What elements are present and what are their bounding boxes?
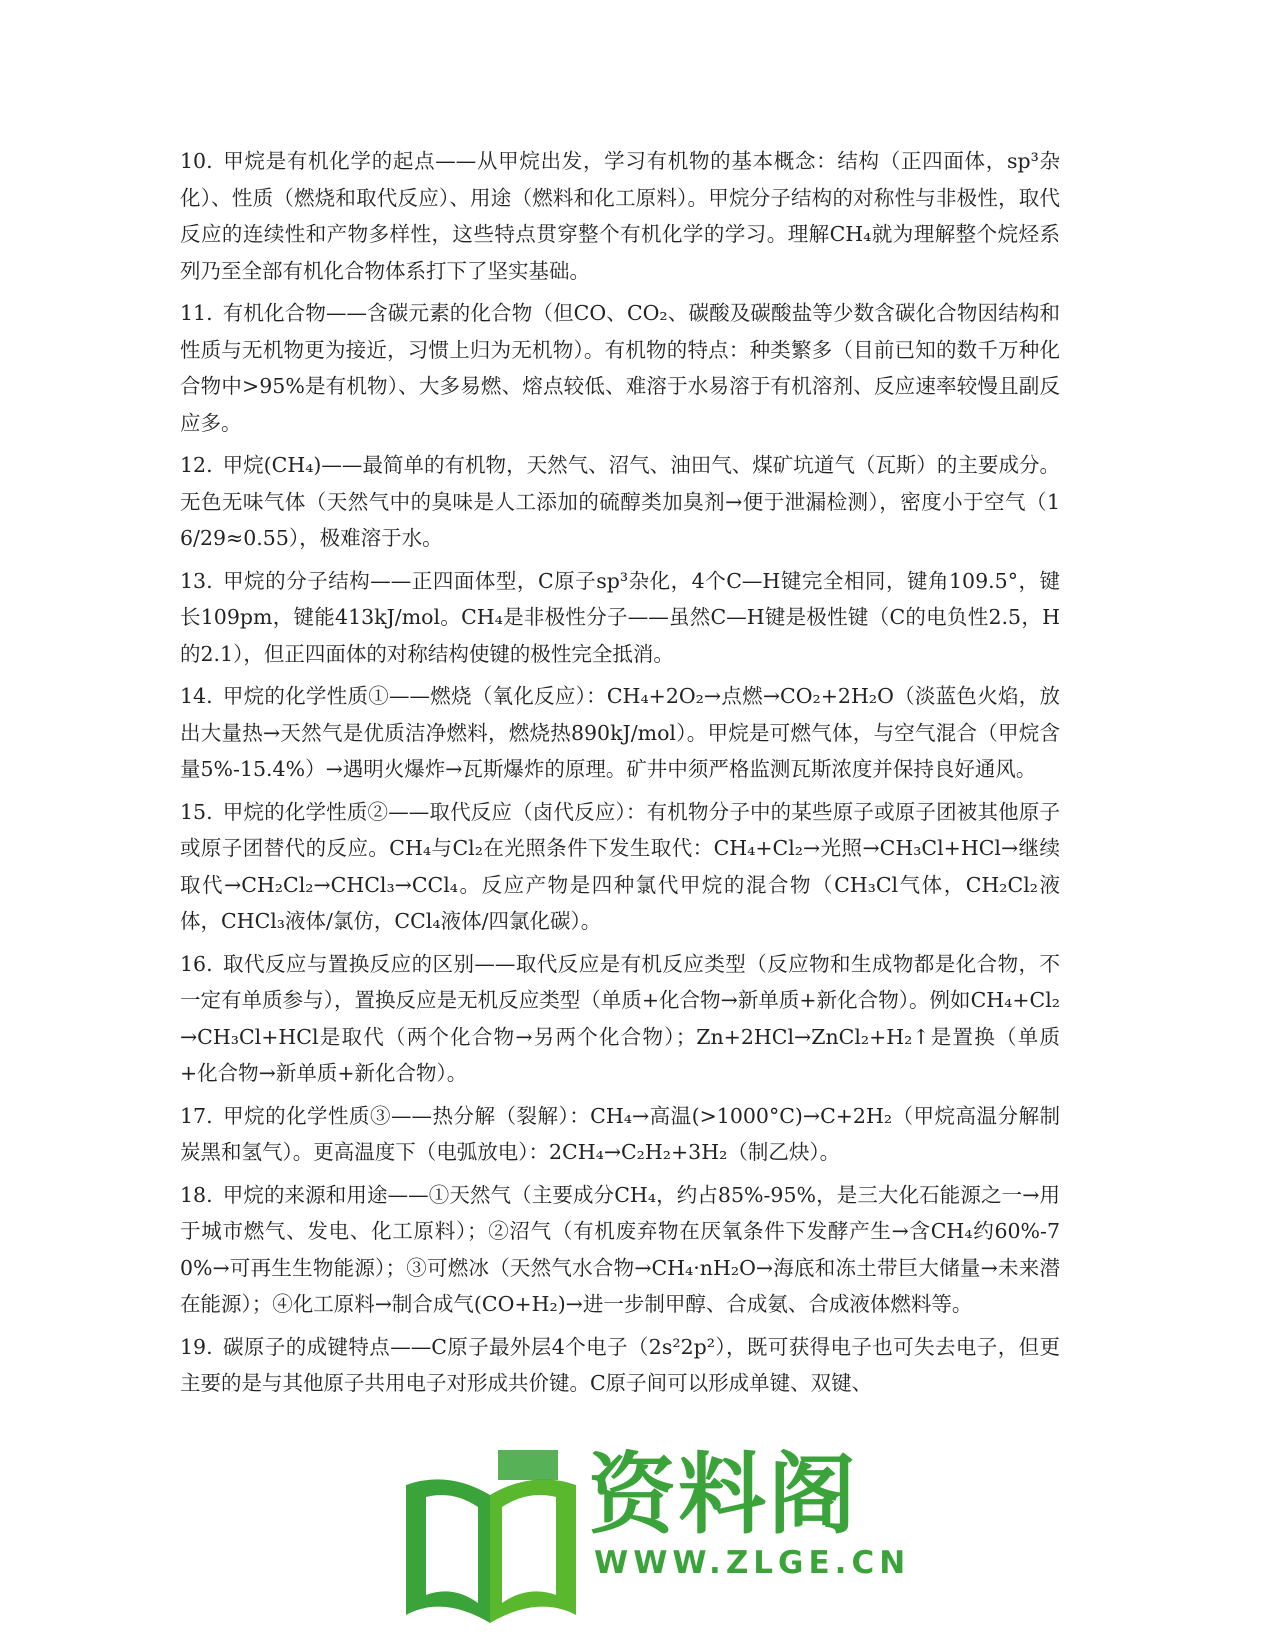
paragraph-text: 甲烷(CH₄)——最简单的有机物，天然气、沼气、油田气、煤矿坑道气（瓦斯）的主要成分。无色无味气体（天然气中的臭味是人工添加的硫醇类加臭剂→便于泄漏检测），密度小于空气（16/29≈0.55），极难溶于水。	[180, 453, 1060, 550]
watermark-url: WWW.ZLGE.CN	[594, 1545, 911, 1581]
paragraph-text: 甲烷的化学性质③——热分解（裂解）：CH₄→高温(>1000°C)→C+2H₂（甲烷高温分解制炭黑和氢气）。更高温度下（电弧放电）：2CH₄→C₂H₂+3H₂（制乙炔）。	[180, 1103, 1060, 1164]
paragraph-19	[180, 1329, 1060, 1402]
paragraph-11	[180, 295, 1060, 441]
paragraph-12	[180, 447, 1060, 557]
paragraph-18	[180, 1177, 1060, 1323]
paragraph-text: 有机化合物——含碳元素的化合物（但CO、CO₂、碳酸及碳酸盐等少数含碳化合物因结构和性质与无机物更为接近，习惯上归为无机物）。有机物的特点：种类繁多（目前已知的数千万种化合物中>95%是有机物）、大多易燃、熔点较低、难溶于水易溶于有机溶剂、反应速率较慢且副反应多。	[180, 301, 1060, 435]
paragraph-number: 17.	[180, 1103, 213, 1128]
book-logo-icon	[398, 1445, 583, 1635]
paragraph-number: 15.	[180, 799, 213, 824]
paragraph-number: 14.	[180, 684, 213, 708]
paragraph-number: 18.	[180, 1182, 213, 1207]
paragraph-number: 12.	[180, 453, 213, 477]
paragraph-text: 甲烷是有机化学的起点——从甲烷出发，学习有机物的基本概念：结构（正四面体，sp³杂化）、性质（燃烧和取代反应）、用途（燃料和化工原料）。甲烷分子结构的对称性与非极性，取代反应的连续性和产物多样性，这些特点贯穿整个有机化学的学习。理解CH₄就为理解整个烷烃系列乃至全部有机化合物体系打下了坚实基础。	[180, 149, 1060, 283]
paragraph-number: 13.	[180, 568, 213, 593]
paragraph-number: 11.	[180, 301, 213, 325]
paragraph-17	[180, 1098, 1060, 1171]
paragraph-number: 16.	[180, 951, 213, 976]
paragraph-14	[180, 678, 1060, 788]
paragraph-10	[180, 143, 1060, 289]
paragraph-number: 19.	[180, 1334, 213, 1359]
paragraph-15	[180, 794, 1060, 940]
paragraph-text: 甲烷的分子结构——正四面体型，C原子sp³杂化，4个C—H键完全相同，键角109.5°，键长109pm，键能413kJ/mol。CH₄是非极性分子——虽然C—H键是极性键（C的电负性2.5，H的2.1），但正四面体的对称结构使键的极性完全抵消。	[180, 568, 1060, 666]
paragraph-number: 10.	[180, 149, 213, 173]
paragraph-13	[180, 563, 1060, 673]
watermark	[398, 1443, 911, 1635]
document-body	[180, 143, 1060, 1408]
paragraph-text: 甲烷的来源和用途——①天然气（主要成分CH₄，约占85%-95%，是三大化石能源之一→用于城市燃气、发电、化工原料）；②沼气（有机废弃物在厌氧条件下发酵产生→含CH₄约60%-70%→可再生生物能源）；③可燃冰（天然气水合物→CH₄·nH₂O→海底和冻土带巨大储量→未来潜在能源）；④化工原料→制合成气(CO+H₂)→进一步制甲醇、合成氨、合成液体燃料等。	[180, 1182, 1060, 1316]
watermark-brand: 资料阁	[588, 1443, 859, 1546]
paragraph-text: 甲烷的化学性质②——取代反应（卤代反应）：有机物分子中的某些原子或原子团被其他原子或原子团替代的反应。CH₄与Cl₂在光照条件下发生取代：CH₄+Cl₂→光照→CH₃Cl+HCl→继续取代→CH₂Cl₂→CHCl₃→CCl₄。反应产物是四种氯代甲烷的混合物（CH₃Cl气体，CH₂Cl₂液体，CHCl₃液体/氯仿，CCl₄液体/四氯化碳）。	[180, 799, 1060, 933]
paragraph-text: 取代反应与置换反应的区别——取代反应是有机反应类型（反应物和生成物都是化合物，不一定有单质参与），置换反应是无机反应类型（单质+化合物→新单质+新化合物）。例如CH₄+Cl₂→CH₃Cl+HCl是取代（两个化合物→另两个化合物）；Zn+2HCl→ZnCl₂+H₂↑是置换（单质+化合物→新单质+新化合物）。	[180, 951, 1060, 1085]
paragraph-16	[180, 946, 1060, 1092]
paragraph-text: 甲烷的化学性质①——燃烧（氧化反应）：CH₄+2O₂→点燃→CO₂+2H₂O（淡蓝色火焰，放出大量热→天然气是优质洁净燃料，燃烧热890kJ/mol）。甲烷是可燃气体，与空气混合（甲烷含量5%-15.4%）→遇明火爆炸→瓦斯爆炸的原理。矿井中须严格监测瓦斯浓度并保持良好通风。	[180, 684, 1060, 781]
paragraph-text: 碳原子的成键特点——C原子最外层4个电子（2s²2p²），既可获得电子也可失去电子，但更主要的是与其他原子共用电子对形成共价键。C原子间可以形成单键、双键、	[180, 1334, 1060, 1395]
